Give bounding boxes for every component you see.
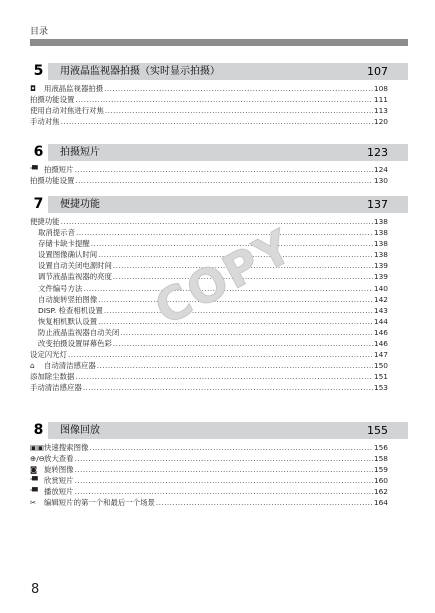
dot-leader <box>104 83 373 94</box>
toc-entry-page: 138 <box>373 217 388 226</box>
dot-leader <box>97 360 373 371</box>
toc-entry-label: 欣赏短片 <box>44 476 74 486</box>
toc-entry-page: 162 <box>373 487 388 497</box>
toc-entry-label-group <box>30 442 88 453</box>
section-number-box <box>30 196 48 213</box>
toc-entry-page: 138 <box>373 239 388 249</box>
dot-leader <box>75 175 373 186</box>
toc-entry[interactable] <box>30 360 388 371</box>
dot-leader <box>75 371 373 382</box>
page-number: 8 <box>31 582 40 597</box>
toc-entry-page: 138 <box>373 250 388 260</box>
toc-entry[interactable] <box>30 116 388 127</box>
toc-entry-page: 113 <box>373 106 388 116</box>
dot-leader <box>104 305 373 316</box>
toc-entry-label: 拍摄功能设置 <box>30 95 75 105</box>
toc-section-5 <box>30 63 408 127</box>
toc-entry-label: 添加除尘数据 <box>30 372 75 382</box>
dot-leader <box>156 497 373 508</box>
toc-entry-label: 存储卡缺卡提醒 <box>38 239 90 249</box>
toc-entry-label: 放大查看 <box>44 454 74 464</box>
section-number-box <box>30 422 48 439</box>
mode-icon: '▀ <box>30 165 38 174</box>
toc-entry-label-group <box>30 83 103 94</box>
toc-entry-label-group <box>30 371 74 382</box>
section-page-number: 107 <box>367 65 388 78</box>
toc-entry[interactable] <box>30 453 388 464</box>
toc-section-8 <box>30 422 408 509</box>
toc-entry-label-group <box>30 475 74 486</box>
toc-entry-label-group <box>30 382 82 393</box>
dot-leader <box>75 464 373 475</box>
toc-entry-label: 防止液晶监视器自动关闭 <box>38 327 120 337</box>
dot-leader <box>75 486 373 497</box>
toc-entry-label: 用液晶监视器拍摄 <box>44 84 104 93</box>
toc-entry-label-group <box>30 464 74 475</box>
toc-entry-label-group <box>38 271 112 282</box>
toc-entry-page: 138 <box>373 228 388 238</box>
toc-entry-page: 143 <box>373 305 388 315</box>
dot-leader <box>98 316 373 327</box>
section-header <box>30 422 408 439</box>
toc-entry-page: 144 <box>373 316 388 326</box>
dot-leader <box>89 442 373 453</box>
toc-entry[interactable] <box>30 349 388 360</box>
toc-entry-page: 139 <box>373 261 388 271</box>
section-number: 7 <box>33 196 44 212</box>
toc-entry[interactable] <box>30 175 388 186</box>
toc-entry-label: 手动对焦 <box>30 117 60 127</box>
toc-entry-label: 文件编号方法 <box>38 283 83 293</box>
mode-icon: '▀ <box>30 487 38 497</box>
toc-entry-page: 159 <box>373 465 388 475</box>
toc-entry-label-group <box>38 327 119 338</box>
toc-entry-label: 恢复相机默认设置 <box>38 316 98 326</box>
entry-list <box>30 442 408 509</box>
toc-entry-page: 146 <box>373 327 388 337</box>
toc-entry-label: 手动清洁感应器 <box>30 383 82 393</box>
mode-icon: ▣▣ <box>30 443 44 452</box>
dot-leader <box>61 116 373 127</box>
toc-entry-page: 156 <box>373 443 388 452</box>
toc-entry-label-group <box>30 497 155 508</box>
toc-entry-label-group <box>30 175 74 186</box>
mode-icon: ⌂ <box>30 361 35 371</box>
toc-entry-label-group <box>30 453 74 464</box>
toc-entry-label: 使用自动对焦进行对焦 <box>30 106 104 116</box>
toc-entry-page: 164 <box>373 498 388 508</box>
toc-entry[interactable] <box>30 94 388 105</box>
toc-entry-page: 120 <box>373 117 388 127</box>
toc-entry-label-group <box>30 216 60 227</box>
toc-entry-page: 130 <box>373 176 388 186</box>
toc-entry-label-group <box>38 227 75 238</box>
toc-entry-label: 取消提示音 <box>38 228 75 238</box>
dot-leader <box>75 164 373 175</box>
toc-entry-page: 108 <box>373 84 388 93</box>
section-number-box <box>30 63 48 80</box>
mode-icon: ⊕/⊖ <box>30 454 45 464</box>
toc-entry[interactable] <box>30 227 388 238</box>
section-header <box>30 144 408 161</box>
toc-entry-page: 158 <box>373 454 388 464</box>
toc-entry-label: DISP. 检查相机设置 <box>38 305 103 315</box>
toc-entry-label: 设定闪光灯 <box>30 350 67 360</box>
toc-entry-page: 111 <box>373 95 388 105</box>
toc-entry[interactable] <box>30 371 388 382</box>
toc-entry-label: 编辑短片的第一个和最后一个场景 <box>44 498 155 508</box>
toc-entry-page: 153 <box>373 383 388 393</box>
toc-entry-label: 旋转图像 <box>44 465 74 475</box>
toc-entry-label-group <box>30 116 60 127</box>
section-page-number: 155 <box>367 424 388 437</box>
toc-entry[interactable] <box>30 382 388 393</box>
toc-entry[interactable] <box>30 464 388 475</box>
toc-entry[interactable] <box>30 338 388 349</box>
section-header <box>30 196 408 213</box>
section-number-box <box>30 144 48 161</box>
toc-entry-label-group <box>30 105 104 116</box>
toc-entry-label: 设置图像确认时间 <box>38 250 98 260</box>
running-head: 目录 <box>30 27 49 37</box>
dot-leader <box>83 382 373 393</box>
toc-entry-label-group <box>38 283 82 294</box>
toc-entry-page: 142 <box>373 294 388 304</box>
toc-entry-label-group <box>30 486 74 497</box>
mode-icon: ◘ <box>30 84 36 93</box>
toc-entry-label: 设置自动关闭电源时间 <box>38 261 112 271</box>
toc-entry[interactable] <box>30 486 388 497</box>
toc-entry-label-group <box>38 249 97 260</box>
toc-entry-label-group <box>38 305 103 316</box>
section-number: 5 <box>33 63 44 79</box>
toc-entry-page: 146 <box>373 339 388 349</box>
toc-entry-label: 拍摄短片 <box>44 165 74 174</box>
header-rule <box>30 39 408 46</box>
toc-entry-label-group <box>38 294 97 305</box>
toc-entry[interactable] <box>30 216 388 227</box>
toc-entry[interactable] <box>30 316 388 327</box>
dot-leader <box>105 105 373 116</box>
toc-entry-label-group <box>38 260 112 271</box>
toc-entry[interactable] <box>30 442 388 453</box>
toc-entry[interactable] <box>30 105 388 116</box>
toc-entry[interactable] <box>30 327 388 338</box>
copy-watermark: COPY <box>145 218 302 336</box>
toc-entry-label-group <box>30 94 74 105</box>
section-title: 用液晶监视器拍摄（实时显示拍摄） <box>60 66 220 77</box>
toc-entry[interactable] <box>30 475 388 486</box>
toc-entry-label: 播放短片 <box>44 487 74 497</box>
toc-entry-page: 139 <box>373 272 388 282</box>
entry-list <box>30 83 408 127</box>
toc-entry-label-group <box>38 316 97 327</box>
toc-entry-label-group <box>30 360 96 371</box>
toc-entry-label: 自动旋转竖拍图像 <box>38 294 98 304</box>
toc-entry-label: 便捷功能 <box>30 217 60 226</box>
dot-leader <box>61 216 373 227</box>
section-number: 8 <box>33 422 44 438</box>
section-page-number: 137 <box>367 198 388 211</box>
toc-entry[interactable] <box>30 497 388 508</box>
toc-section-6 <box>30 144 408 186</box>
section-number: 6 <box>33 144 44 160</box>
section-title: 便捷功能 <box>60 199 100 210</box>
toc-entry-label-group <box>38 238 90 249</box>
entry-list <box>30 164 408 186</box>
dot-leader <box>113 338 373 349</box>
toc-entry-page: 140 <box>373 283 388 293</box>
toc-entry-label: 拍摄功能设置 <box>30 176 75 186</box>
section-header <box>30 63 408 80</box>
section-title: 图像回放 <box>60 425 100 436</box>
dot-leader <box>75 475 373 486</box>
dot-leader <box>75 453 373 464</box>
mode-icon: ✂ <box>30 498 37 508</box>
toc-entry-page: 151 <box>373 372 388 382</box>
toc-entry-page: 150 <box>373 361 388 371</box>
dot-leader <box>75 94 373 105</box>
toc-entry[interactable] <box>30 238 388 249</box>
toc-entry-label: 改变拍摄设置屏幕色彩 <box>38 339 112 349</box>
mode-icon: '▀ <box>30 476 38 486</box>
toc-entry-label: 快速搜索图像 <box>44 443 89 452</box>
toc-entry[interactable] <box>30 164 388 175</box>
dot-leader <box>68 349 373 360</box>
dot-leader <box>76 227 373 238</box>
section-title: 拍摄短片 <box>60 147 100 158</box>
dot-leader <box>120 327 373 338</box>
toc-entry-page: 160 <box>373 476 388 486</box>
section-page-number: 123 <box>367 146 388 159</box>
toc-entry-page: 124 <box>373 165 388 174</box>
toc-entry-label-group <box>30 164 74 175</box>
toc-entry-label: 自动清洁感应器 <box>44 361 96 371</box>
toc-entry-label: 调节液晶监视器的亮度 <box>38 272 112 282</box>
toc-entry-page: 147 <box>373 350 388 360</box>
toc-entry-label-group <box>38 338 112 349</box>
toc-entry[interactable] <box>30 83 388 94</box>
toc-entry-label-group <box>30 349 67 360</box>
mode-icon: ◙ <box>30 465 38 475</box>
